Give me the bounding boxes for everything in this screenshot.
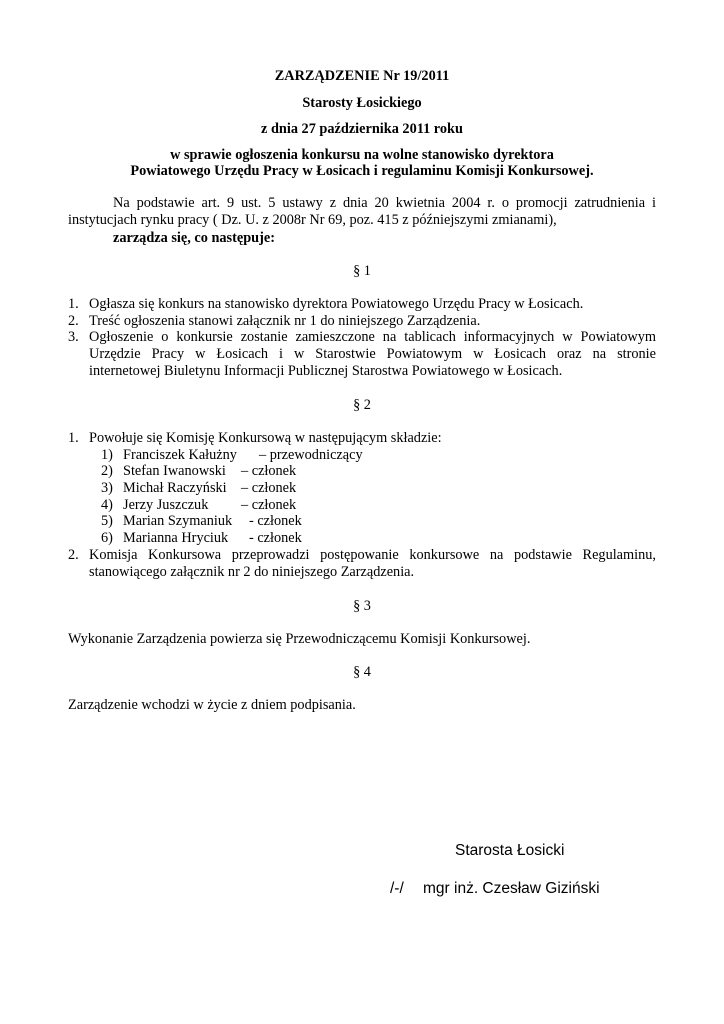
member-3-number: 3) (101, 480, 113, 496)
s1-item-3-number: 3. (68, 329, 79, 345)
decree-clause: zarządza się, co następuje: (113, 230, 275, 246)
s2-item-1-number: 1. (68, 430, 79, 446)
section-2-mark: § 2 (353, 397, 371, 413)
s1-item-2-number: 2. (68, 313, 79, 329)
section-1-mark: § 1 (353, 263, 371, 279)
s1-item-1-text: Ogłasza się konkurs na stanowisko dyrektora Powiatowego Urzędu Pracy w Łosicach. (89, 296, 584, 312)
member-5-name: Marian Szymaniuk (123, 513, 233, 529)
member-3-name: Michał Raczyński (123, 480, 227, 496)
member-2-role: – członek (241, 463, 297, 479)
member-4-name: Jerzy Juszczuk (123, 497, 209, 513)
s2-item-2-number: 2. (68, 547, 79, 563)
signature-title: Starosta Łosicki (455, 842, 565, 859)
s2-item-2-line-1: Komisja Konkursowa przeprowadzi postępowanie konkursowe na podstawie Regulaminu, (89, 547, 656, 563)
member-4-number: 4) (101, 497, 113, 513)
member-6-number: 6) (101, 530, 113, 546)
s1-item-3-line-1: Ogłoszenie o konkursie zostanie zamieszczone na tablicach informacyjnych w Powiatowym (89, 329, 656, 345)
signature-marker: /-/ (390, 880, 404, 897)
preamble-line-2: instytucjach rynku pracy ( Dz. U. z 2008r Nr 69, poz. 415 z późniejszymi zmianami), (68, 212, 557, 228)
section-4-text: Zarządzenie wchodzi w życie z dniem podpisania. (68, 697, 356, 713)
member-3-role: – członek (241, 480, 297, 496)
section-3-mark: § 3 (353, 598, 371, 614)
member-5-role: - członek (249, 513, 302, 529)
s2-item-2-line-2: stanowiącego załącznik nr 2 do niniejszego Zarządzenia. (89, 564, 415, 580)
s2-item-1-text: Powołuje się Komisję Konkursową w następującym składzie: (89, 430, 442, 446)
member-6-name: Marianna Hryciuk (123, 530, 229, 546)
member-5-number: 5) (101, 513, 113, 529)
document-subject-line-1: w sprawie ogłoszenia konkursu na wolne stanowisko dyrektora (170, 147, 554, 163)
member-2-number: 2) (101, 463, 113, 479)
signature-name: mgr inż. Czesław Giziński (423, 880, 600, 897)
document-subject-line-2: Powiatowego Urzędu Pracy w Łosicach i regulaminu Komisji Konkursowej. (130, 163, 594, 179)
s1-item-1-number: 1. (68, 296, 79, 312)
member-4-role: – członek (241, 497, 297, 513)
member-1-role: – przewodniczący (259, 447, 363, 463)
section-3-text: Wykonanie Zarządzenia powierza się Przewodniczącemu Komisji Konkursowej. (68, 631, 531, 647)
s1-item-3-line-2: Urzędzie Pracy w Łosicach i w Starostwie Powiatowym w Łosicach oraz na stronie (89, 346, 656, 362)
s1-item-3-line-3: internetowej Biuletynu Informacji Publicznej Starostwa Powiatowego w Łosicach. (89, 363, 563, 379)
s1-item-2-text: Treść ogłoszenia stanowi załącznik nr 1 do niniejszego Zarządzenia. (89, 313, 481, 329)
member-2-name: Stefan Iwanowski (123, 463, 226, 479)
member-1-name: Franciszek Kałużny (123, 447, 237, 463)
document-title: ZARZĄDZENIE Nr 19/2011 (274, 68, 450, 84)
section-4-mark: § 4 (353, 664, 371, 680)
member-1-number: 1) (101, 447, 113, 463)
document-date: z dnia 27 października 2011 roku (261, 121, 463, 137)
preamble-line-1: Na podstawie art. 9 ust. 5 ustawy z dnia 20 kwietnia 2004 r. o promocji zatrudnienia i (113, 195, 656, 211)
member-6-role: - członek (249, 530, 302, 546)
document-issuer: Starosty Łosickiego (302, 95, 422, 111)
